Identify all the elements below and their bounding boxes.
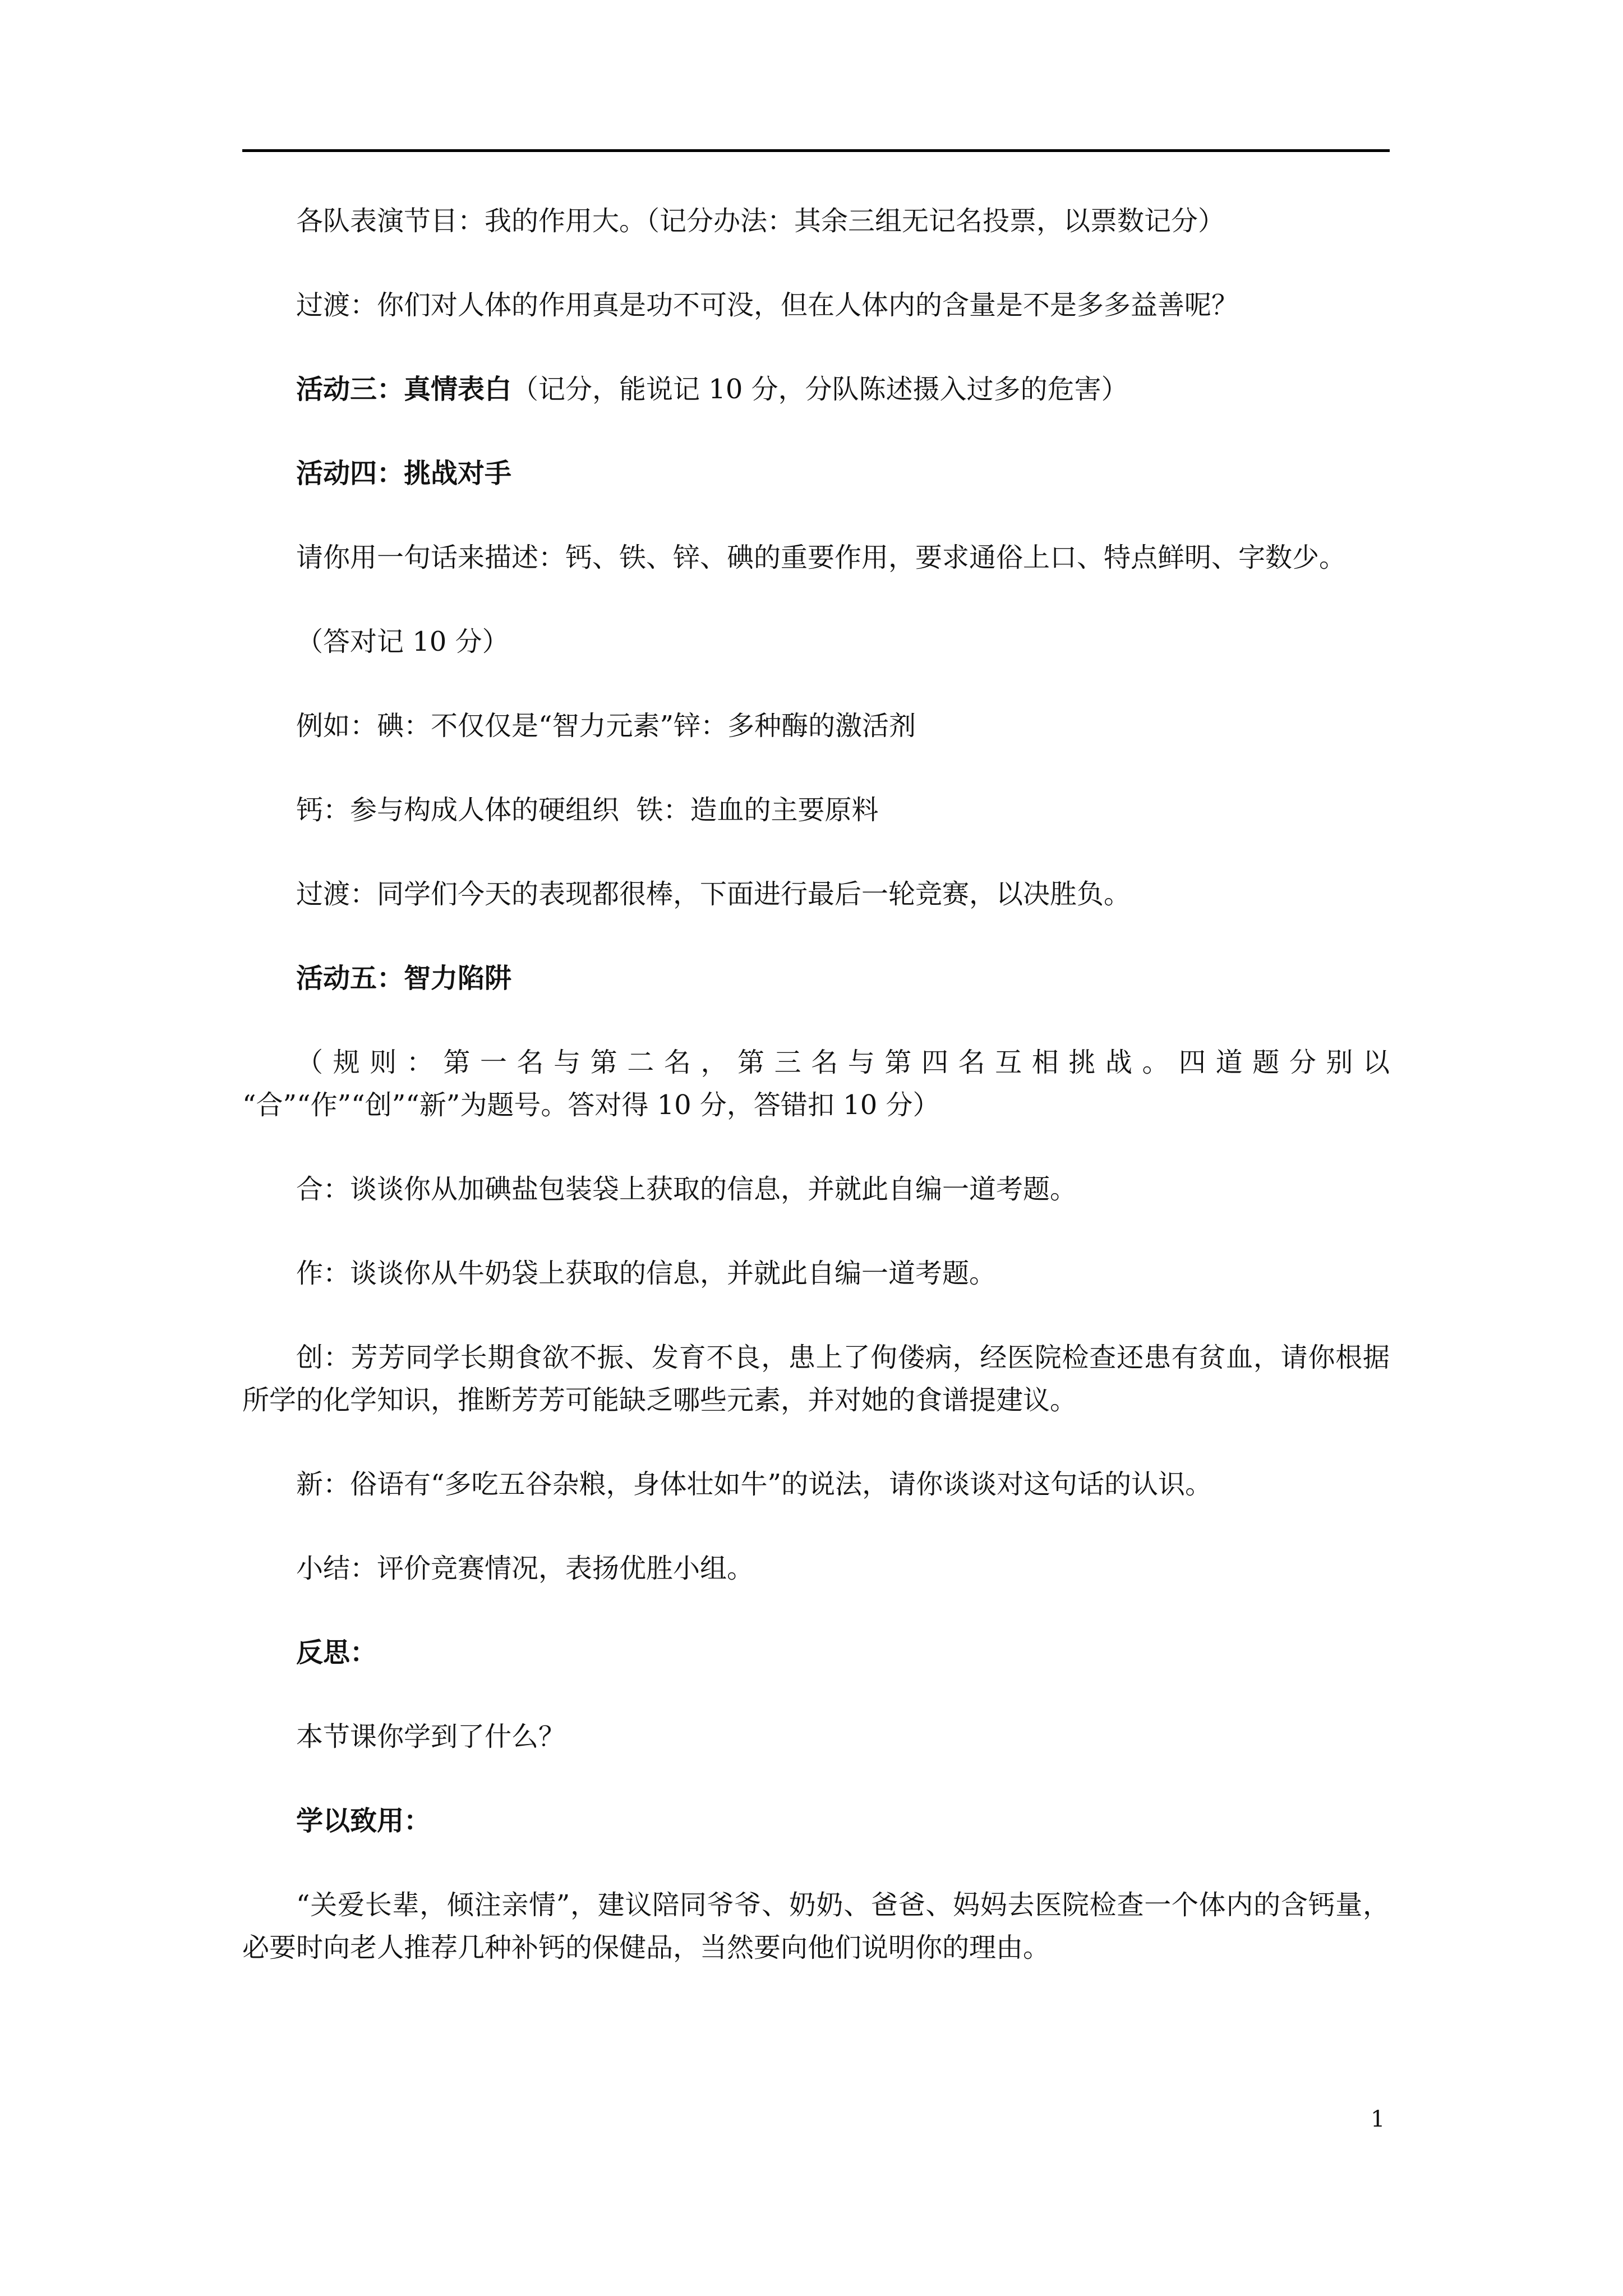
paragraph-text: 请你用一句话来描述：钙、铁、锌、碘的重要作用，要求通俗上口、特点鲜明、字数少。: [296, 542, 1347, 573]
activity-heading: 活动三：真情表白: [296, 374, 512, 405]
paragraph-text: （记分，能说记 10 分，分队陈述摄入过多的危害）: [511, 374, 1128, 405]
paragraph-score-note: [242, 620, 1390, 663]
paragraph-text: 本节课你学到了什么？: [296, 1721, 566, 1752]
paragraph-activity-five: [242, 957, 1390, 1000]
document-body: [242, 200, 1390, 1969]
paragraph-describe-elements: [242, 536, 1390, 579]
paragraph-text: （答对记 10 分）: [296, 626, 509, 657]
paragraph-transition-2: [242, 873, 1390, 915]
paragraph-transition-1: [242, 284, 1390, 326]
paragraph-question-zuo: [242, 1252, 1390, 1295]
paragraph-text: 过渡：你们对人体的作用真是功不可没，但在人体内的含量是不是多多益善呢？: [296, 289, 1239, 321]
paragraph-application-heading: [242, 1800, 1390, 1842]
paragraph-example-2: [242, 789, 1390, 831]
activity-heading: 活动五：智力陷阱: [296, 963, 512, 994]
paragraph-text: 钙：参与构成人体的硬组织 铁：造血的主要原料: [296, 794, 879, 826]
paragraph-text: 作：谈谈你从牛奶袋上获取的信息，并就此自编一道考题。: [296, 1258, 997, 1289]
paragraph-activity-three: [242, 368, 1390, 411]
section-heading: 反思：: [296, 1637, 377, 1668]
paragraph-text: 新：俗语有“多吃五谷杂粮，身体壮如牛”的说法，请你谈谈对这句话的认识。: [296, 1469, 1212, 1500]
paragraph-example-1: [242, 705, 1390, 747]
activity-heading: 活动四：挑战对手: [296, 458, 512, 489]
paragraph-question-he: [242, 1168, 1390, 1211]
paragraph-question-chuang: [242, 1336, 1390, 1421]
paragraph-text: 小结：评价竞赛情况，表扬优胜小组。: [296, 1553, 754, 1584]
paragraph-reflection-question: [242, 1715, 1390, 1758]
paragraph-question-xin: [242, 1463, 1390, 1506]
paragraph-reflection-heading: [242, 1631, 1390, 1674]
paragraph-text: 过渡：同学们今天的表现都很棒，下面进行最后一轮竞赛，以决胜负。: [296, 878, 1131, 910]
paragraph-text: 各队表演节目：我的作用大。（记分办法：其余三组无记名投票，以票数记分）: [296, 205, 1225, 237]
paragraph-rules: [242, 1041, 1390, 1126]
paragraph-summary: [242, 1547, 1390, 1590]
rules-line-2: “合”“作”“创”“新”为题号。答对得 10 分，答错扣 10 分）: [242, 1089, 940, 1121]
paragraph-team-performance: [242, 200, 1390, 242]
paragraph-text: 例如：碘：不仅仅是“智力元素”锌：多种酶的激活剂: [296, 710, 916, 742]
paragraph-text: 创：芳芳同学长期食欲不振、发育不良，患上了佝偻病，经医院检查还患有贫血，请你根据所学的化学知识，推断芳芳可能缺乏哪些元素，并对她的食谱提建议。: [242, 1342, 1390, 1416]
header-rule: [242, 149, 1390, 152]
section-heading: 学以致用：: [296, 1805, 431, 1837]
paragraph-activity-four: [242, 452, 1390, 495]
paragraph-text: 合：谈谈你从加碘盐包装袋上获取的信息，并就此自编一道考题。: [296, 1174, 1077, 1205]
rules-line-1: （规则：第一名与第二名，第三名与第四名互相挑战。四道题分别以: [296, 1047, 1390, 1078]
paragraph-text: “关爱长辈，倾注亲情”，建议陪同爷爷、奶奶、爸爸、妈妈去医院检查一个体内的含钙量，必要时向老人推荐几种补钙的保健品，当然要向他们说明你的理由。: [242, 1889, 1390, 1963]
page-number: 1: [1371, 2106, 1385, 2132]
paragraph-application: [242, 1884, 1390, 1969]
